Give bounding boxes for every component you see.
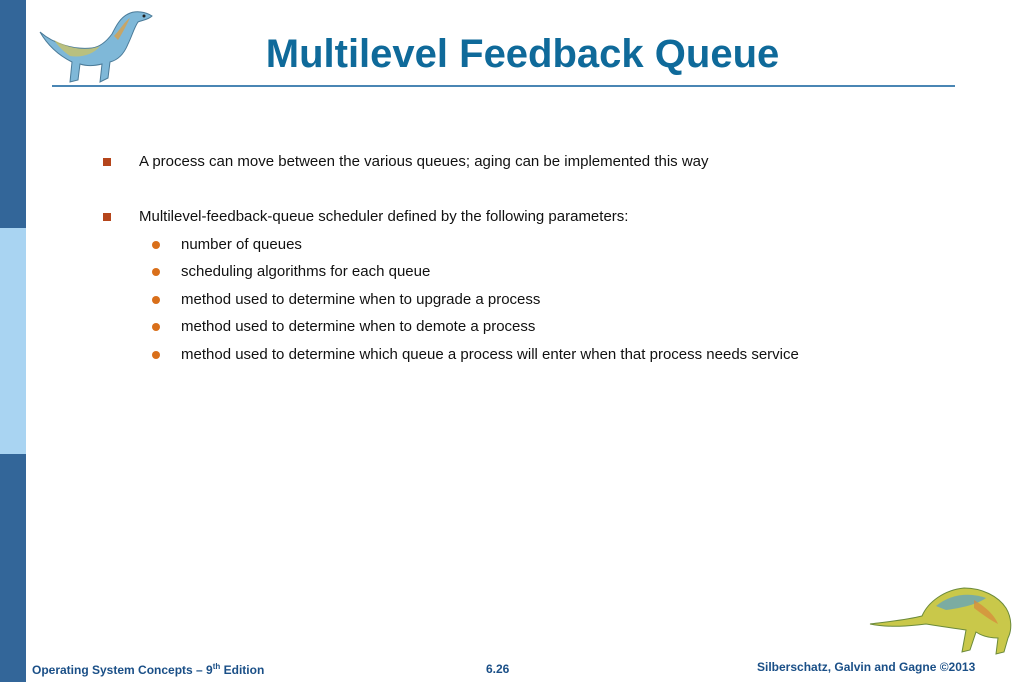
slide-title: Multilevel Feedback Queue (265, 32, 780, 76)
sub-bullet-text: method used to determine when to demote a process (181, 318, 536, 335)
round-bullet-icon (152, 296, 160, 304)
square-bullet-icon (103, 158, 111, 166)
sub-bullet-text: scheduling algorithms for each queue (181, 263, 431, 280)
sub-bullet-text: number of queues (181, 236, 302, 253)
round-bullet-icon (152, 323, 160, 331)
footer-book-title (32, 662, 264, 677)
footer-page-number: 6.26 (486, 662, 510, 676)
sub-bullet-text: method used to determine which queue a process will enter when that process needs service (181, 346, 799, 363)
footer-edition-superscript: th (212, 662, 221, 671)
round-bullet-icon (152, 268, 160, 276)
round-bullet-icon (152, 351, 160, 359)
square-bullet-icon (103, 213, 111, 221)
bullet-text: Multilevel-feedback-queue scheduler defined by the following parameters: (139, 208, 629, 225)
footer-book-prefix: Operating System Concepts – 9 (32, 663, 213, 677)
round-bullet-icon (152, 241, 160, 249)
sub-bullet-text: method used to determine when to upgrade a process (181, 291, 541, 308)
footer-copyright: Silberschatz, Galvin and Gagne ©2013 (757, 660, 976, 674)
bullet-text: A process can move between the various queues; aging can be implemented this way (139, 153, 709, 170)
footer-book-suffix: Edition (220, 663, 265, 677)
